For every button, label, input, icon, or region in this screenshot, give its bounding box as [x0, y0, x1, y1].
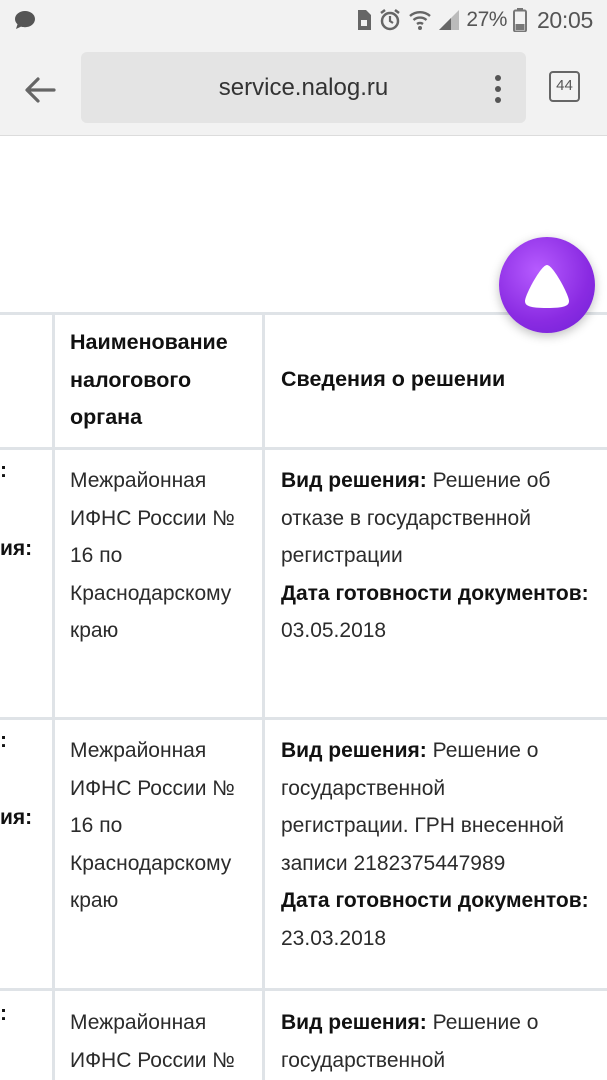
date-label: Дата готовности документов: — [281, 581, 589, 605]
row-left-cut-text: : — [0, 729, 7, 752]
sim-icon — [356, 9, 372, 31]
org-line: 16 по — [70, 544, 123, 567]
org-line: ИФНС России № — [70, 506, 235, 530]
row-left-cut-text: ия: — [0, 537, 33, 560]
org-line: Межрайонная — [70, 469, 207, 492]
header-org-line: Наименование — [70, 330, 228, 354]
status-bar — [0, 0, 607, 40]
table-divider — [52, 312, 55, 1080]
row-left-cut-text: : — [0, 459, 7, 482]
status-icons — [356, 6, 593, 34]
org-line: Межрайонная — [70, 739, 207, 762]
alice-assistant-button[interactable] — [499, 237, 595, 333]
header-org — [70, 324, 228, 437]
battery-icon — [513, 8, 527, 32]
chat-bubble-icon — [14, 10, 36, 30]
decision-text: регистрации. ГРН внесенной — [281, 814, 564, 837]
table-divider — [0, 447, 607, 450]
decision-label: Вид решения: — [281, 469, 427, 492]
org-line: Краснодарскому — [70, 581, 232, 605]
back-arrow-icon[interactable] — [18, 68, 62, 112]
decision-text: государственной — [281, 776, 446, 800]
decision-label: Вид решения: — [281, 739, 427, 762]
decision-text: Решение о — [432, 1011, 539, 1034]
tabs-icon[interactable]: 44 — [549, 71, 580, 102]
row-org-name — [70, 732, 235, 920]
signal-icon — [438, 9, 460, 31]
menu-dots-icon[interactable] — [484, 72, 512, 106]
date-label: Дата готовности документов: — [281, 889, 589, 912]
table-divider — [262, 312, 265, 1080]
row-decision-info — [281, 1004, 601, 1079]
org-line: 16 по — [70, 814, 123, 837]
row-left-cut-text: : — [0, 1002, 7, 1025]
url-text: service.nalog.ru — [218, 74, 389, 101]
decision-text: регистрации — [281, 544, 403, 567]
org-line: краю — [70, 889, 119, 912]
decision-text: отказе в государственной — [281, 506, 531, 530]
header-decision-info: Сведения о решении — [281, 367, 506, 391]
table-divider — [0, 988, 607, 991]
browser-toolbar — [0, 40, 607, 136]
ready-date: 23.03.2018 — [281, 926, 387, 950]
alarm-icon — [378, 8, 402, 32]
row-left-cut-text: ия: — [0, 806, 33, 829]
alice-assistant-icon — [519, 261, 575, 311]
clock: 20:05 — [536, 6, 593, 33]
table-divider — [0, 717, 607, 720]
ready-date: 03.05.2018 — [281, 619, 387, 642]
decision-label: Вид решения: — [281, 1011, 427, 1034]
decision-text: записи 2182375447989 — [281, 851, 506, 875]
org-line: ИФНС России № — [70, 776, 235, 800]
org-line: краю — [70, 619, 119, 642]
row-decision-info — [281, 462, 601, 650]
header-org-line: органа — [70, 405, 143, 429]
wifi-icon — [408, 9, 432, 31]
org-line: Краснодарскому — [70, 851, 232, 875]
row-decision-info — [281, 732, 601, 957]
org-line: ИФНС России № — [70, 1048, 235, 1072]
row-org-name — [70, 462, 235, 650]
decision-text: Решение о — [432, 739, 539, 762]
address-bar[interactable] — [81, 52, 526, 123]
decision-text: государственной — [281, 1048, 446, 1072]
row-org-name — [70, 1004, 235, 1079]
header-org-line: налогового — [70, 367, 192, 392]
decision-text: Решение об — [432, 469, 551, 492]
battery-percent: 27% — [466, 8, 507, 31]
org-line: Межрайонная — [70, 1011, 207, 1034]
